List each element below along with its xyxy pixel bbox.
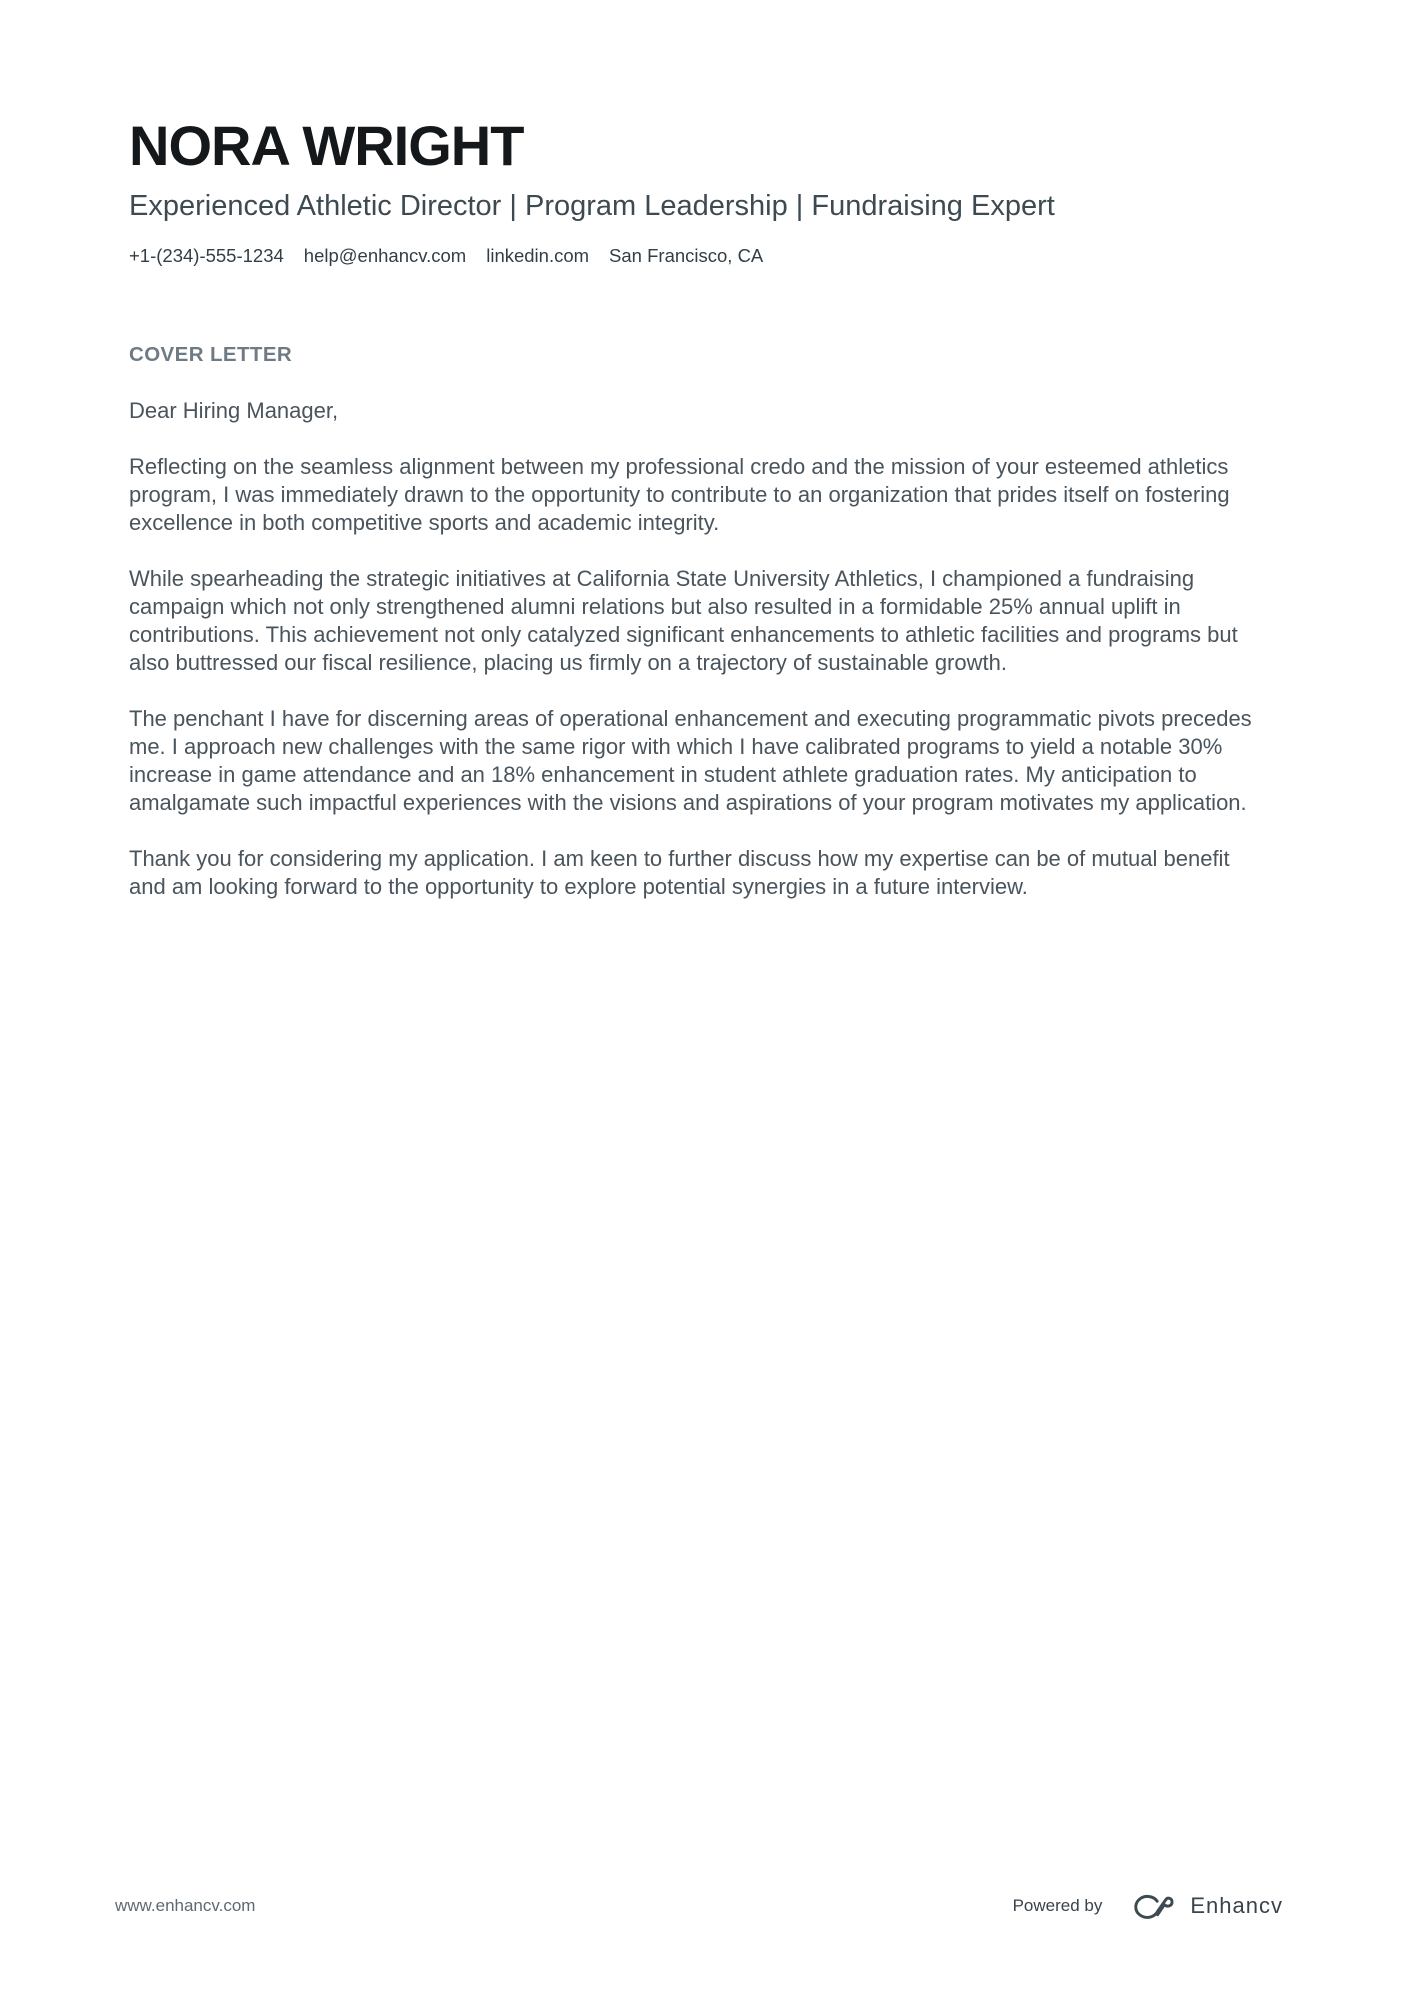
contact-email-link[interactable]: help@enhancv.com <box>303 244 467 266</box>
letter-paragraph-2: While spearheading the strategic initiatives at California State University Athletics, I championed a fundraising campaign which not only strengthened alumni relations but also resulted in a formidable 25% annual uplift in contributions. This achievement not only catalyzed significant enhancements to athletic facilities and programs but also buttressed our fiscal resilience, placing us firmly on a trajectory of sustainable growth. <box>129 566 1238 676</box>
contact-location: San Francisco, CA <box>609 244 764 266</box>
contact-phone: +1-(234)-555-1234 <box>129 244 284 266</box>
page-content <box>0 0 1410 901</box>
enhancv-brand-name: Enhancv <box>1190 1893 1283 1918</box>
letter-paragraph-4: Thank you for considering my application. I am keen to further discuss how my expertise can be of mutual benefit and am looking forward to the opportunity to explore potential synergies in a future interview. <box>129 846 1230 900</box>
letter-paragraph-3: The penchant I have for discerning areas of operational enhancement and executing programmatic pivots precedes me. I approach new challenges with the same rigor with which I have calibrated programs to yield a notable 30% increase in game attendance and an 18% enhancement in student athlete graduation rates. My anticipation to amalgamate such impactful experiences with the visions and aspirations of your program motivates my application. <box>129 706 1252 816</box>
section-title-cover-letter: COVER LETTER <box>129 342 293 366</box>
cover-letter-section <box>129 342 1260 902</box>
powered-by-enhancv-link[interactable] <box>1013 1891 1283 1921</box>
letter-body <box>129 397 1260 901</box>
contact-linkedin-link[interactable]: linkedin.com <box>486 244 590 266</box>
page-footer <box>115 1891 1283 1921</box>
footer-website-link[interactable]: www.enhancv.com <box>115 1896 256 1915</box>
salutation: Dear Hiring Manager, <box>129 398 339 424</box>
contact-row <box>129 245 1260 267</box>
letter-paragraph-1: Reflecting on the seamless alignment between my professional credo and the mission of your esteemed athletics program, I was immediately drawn to the opportunity to contribute to an organization that prides itself on fostering excellence in both competitive sports and academic integrity. <box>129 454 1230 536</box>
candidate-name: NORA WRIGHT <box>129 114 524 177</box>
powered-by-label: Powered by <box>1012 1896 1103 1915</box>
enhancv-infinity-logo-icon <box>1129 1891 1177 1921</box>
document-header <box>129 114 1260 267</box>
candidate-headline: Experienced Athletic Director | Program Leadership | Fundraising Expert <box>129 190 1055 222</box>
